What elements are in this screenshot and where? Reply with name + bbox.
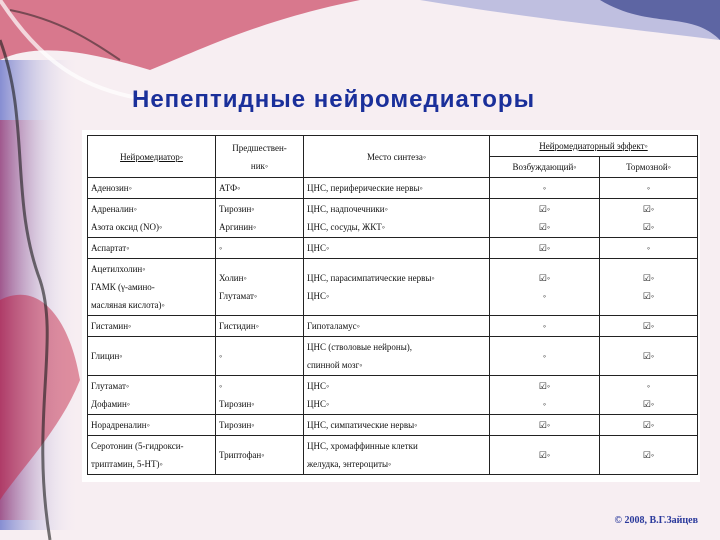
cell-text-line: ЦНС (стволовые нейроны), xyxy=(307,342,413,352)
effect-checkbox-mark: ◦ xyxy=(646,243,651,253)
cell-text-line: ЦНС, хромаффинные клетки xyxy=(307,441,418,451)
table-cell-mediator xyxy=(88,259,216,316)
header-site: Место синтеза◦ xyxy=(304,136,490,178)
header-mediator: Нейромедиатор◦ xyxy=(88,136,216,178)
cell-text-line: Холин◦ xyxy=(219,273,247,283)
cell-text-line: ЦНС◦ xyxy=(307,399,330,409)
slide-title: Непептидные нейромедиаторы xyxy=(132,86,536,113)
effect-checkbox-mark: ◦ xyxy=(542,183,547,193)
neurotransmitter-table xyxy=(87,135,698,475)
table-cell-site xyxy=(304,376,490,415)
table-cell-exc xyxy=(490,316,600,337)
cell-text-line: АТФ◦ xyxy=(219,183,241,193)
effect-checkbox-mark: ☑◦ xyxy=(538,222,551,232)
table-cell-inh xyxy=(600,199,698,238)
cell-text-line: ЦНС◦ xyxy=(307,291,330,301)
effect-checkbox-mark: ☑◦ xyxy=(538,420,551,430)
table-cell-mediator xyxy=(88,376,216,415)
table-row xyxy=(88,259,698,316)
table-header-row xyxy=(88,136,698,157)
table-cell-exc xyxy=(490,178,600,199)
table-cell-exc xyxy=(490,436,600,475)
header-precursor-line-1: Предшествен- xyxy=(232,142,287,153)
cell-text-line: Серотонин (5-гидрокси- xyxy=(91,441,184,451)
cell-text-line: Тирозин◦ xyxy=(219,204,255,214)
table-cell-inh xyxy=(600,337,698,376)
cell-text-line: ◦ xyxy=(219,351,223,361)
cell-text-line: масляная кислота)◦ xyxy=(91,300,165,310)
table-cell-inh xyxy=(600,316,698,337)
cell-text-line: Аргинин◦ xyxy=(219,222,257,232)
cell-text-line: Глутамат◦ xyxy=(91,381,130,391)
header-precursor xyxy=(216,136,304,178)
table-cell-inh xyxy=(600,376,698,415)
effect-checkbox-mark: ◦ xyxy=(542,291,547,301)
table-row xyxy=(88,436,698,475)
cell-text-line: Дофамин◦ xyxy=(91,399,130,409)
cell-text-line: ◦ xyxy=(219,381,223,391)
cell-text-line: Адреналин◦ xyxy=(91,204,137,214)
effect-checkbox-mark: ☑◦ xyxy=(642,222,655,232)
cell-text-line: Глутамат◦ xyxy=(219,291,258,301)
table-cell-mediator xyxy=(88,337,216,376)
cell-text-line: ЦНС◦ xyxy=(307,243,330,253)
effect-checkbox-mark: ☑◦ xyxy=(642,351,655,361)
table-cell-precursor xyxy=(216,199,304,238)
cell-text-line: желудка, энтероциты◦ xyxy=(307,459,392,469)
effect-checkbox-mark: ☑◦ xyxy=(538,450,551,460)
cell-text-line: Гипоталамус◦ xyxy=(307,321,360,331)
cell-text-line: ЦНС, надпочечники◦ xyxy=(307,204,388,214)
table-cell-exc xyxy=(490,238,600,259)
table-cell-exc xyxy=(490,415,600,436)
table-cell-inh xyxy=(600,436,698,475)
table-cell-site xyxy=(304,238,490,259)
effect-checkbox-mark: ☑◦ xyxy=(642,204,655,214)
table-cell-mediator xyxy=(88,436,216,475)
table-cell-inh xyxy=(600,259,698,316)
table-cell-site xyxy=(304,415,490,436)
table-cell-site xyxy=(304,436,490,475)
table-cell-precursor xyxy=(216,316,304,337)
effect-checkbox-mark: ◦ xyxy=(646,381,651,391)
cell-text-line: Триптофан◦ xyxy=(219,450,265,460)
table-cell-mediator xyxy=(88,415,216,436)
table-cell-mediator xyxy=(88,199,216,238)
effect-checkbox-mark: ☑◦ xyxy=(642,321,655,331)
effect-checkbox-mark: ☑◦ xyxy=(538,273,551,283)
table-cell-exc xyxy=(490,376,600,415)
effect-checkbox-mark: ☑◦ xyxy=(642,420,655,430)
table-cell-site xyxy=(304,178,490,199)
header-precursor-line-2: ник◦ xyxy=(250,160,269,171)
cell-text-line: спинной мозг◦ xyxy=(307,360,363,370)
effect-checkbox-mark: ☑◦ xyxy=(538,243,551,253)
effect-checkbox-mark: ◦ xyxy=(542,399,547,409)
cell-text-line: Азота оксид (NO)◦ xyxy=(91,222,163,232)
cell-text-line: ЦНС, периферические нервы◦ xyxy=(307,183,423,193)
cell-text-line: ЦНС, симпатические нервы◦ xyxy=(307,420,418,430)
table-cell-inh xyxy=(600,415,698,436)
cell-text-line: Гистамин◦ xyxy=(91,321,132,331)
table-cell-mediator xyxy=(88,238,216,259)
cell-text-line: Ацетилхолин◦ xyxy=(91,264,146,274)
table-row xyxy=(88,238,698,259)
cell-text-line: ЦНС, сосуды, ЖКТ◦ xyxy=(307,222,385,232)
effect-checkbox-mark: ☑◦ xyxy=(642,273,655,283)
table-row xyxy=(88,178,698,199)
table-cell-precursor xyxy=(216,376,304,415)
table-row xyxy=(88,199,698,238)
header-inhibitory: Тормозной◦ xyxy=(600,157,698,178)
table-cell-precursor xyxy=(216,178,304,199)
effect-checkbox-mark: ☑◦ xyxy=(642,450,655,460)
table-cell-inh xyxy=(600,238,698,259)
table-cell-precursor xyxy=(216,238,304,259)
cell-text-line: Тирозин◦ xyxy=(219,420,255,430)
effect-checkbox-mark: ◦ xyxy=(542,351,547,361)
header-effect: Нейромедиаторный эффект◦ xyxy=(490,136,698,157)
table-body xyxy=(88,178,698,475)
effect-checkbox-mark: ☑◦ xyxy=(642,291,655,301)
table-cell-mediator xyxy=(88,316,216,337)
copyright-footer: © 2008, В.Г.Зайцев xyxy=(614,515,698,526)
cell-text-line: Аспартат◦ xyxy=(91,243,130,253)
table-row xyxy=(88,337,698,376)
cell-text-line: ЦНС◦ xyxy=(307,381,330,391)
table-cell-inh xyxy=(600,178,698,199)
table-row xyxy=(88,316,698,337)
table-cell-precursor xyxy=(216,337,304,376)
table-cell-exc xyxy=(490,337,600,376)
cell-text-line: Тирозин◦ xyxy=(219,399,255,409)
effect-checkbox-mark: ☑◦ xyxy=(538,381,551,391)
table-row xyxy=(88,415,698,436)
table-cell-site xyxy=(304,337,490,376)
effect-checkbox-mark: ◦ xyxy=(542,321,547,331)
table-cell-precursor xyxy=(216,259,304,316)
cell-text-line: ЦНС, парасимпатические нервы◦ xyxy=(307,273,435,283)
effect-checkbox-mark: ☑◦ xyxy=(538,204,551,214)
effect-checkbox-mark: ◦ xyxy=(646,183,651,193)
cell-text-line: Гистидин◦ xyxy=(219,321,259,331)
table-row xyxy=(88,376,698,415)
table-cell-site xyxy=(304,259,490,316)
cell-text-line: Глицин◦ xyxy=(91,351,123,361)
cell-text-line: Аденозин◦ xyxy=(91,183,132,193)
table-cell-site xyxy=(304,316,490,337)
table-cell-site xyxy=(304,199,490,238)
cell-text-line: ГАМК (γ-амино- xyxy=(91,282,155,292)
cell-text-line: триптамин, 5-НТ)◦ xyxy=(91,459,163,469)
cell-text-line: ◦ xyxy=(219,243,223,253)
cell-text-line: Норадреналин◦ xyxy=(91,420,150,430)
table-cell-exc xyxy=(490,199,600,238)
header-excitatory: Возбуждающий◦ xyxy=(490,157,600,178)
table-cell-exc xyxy=(490,259,600,316)
table-cell-precursor xyxy=(216,436,304,475)
effect-checkbox-mark: ☑◦ xyxy=(642,399,655,409)
neurotransmitter-table-panel xyxy=(82,130,700,482)
table-cell-mediator xyxy=(88,178,216,199)
table-cell-precursor xyxy=(216,415,304,436)
